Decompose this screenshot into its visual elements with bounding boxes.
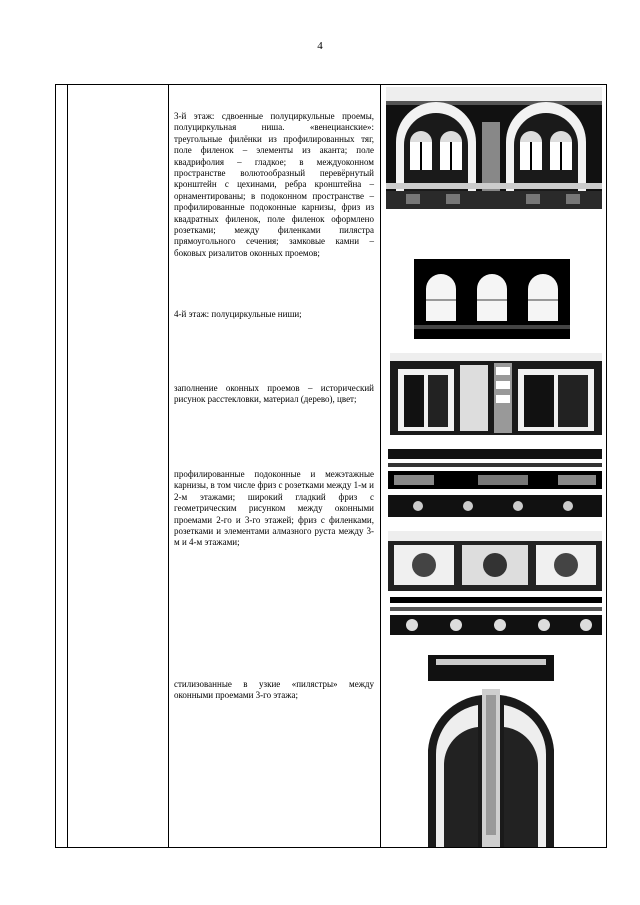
column-divider [380,85,381,847]
element-table [55,84,607,848]
paragraph-fourth-floor: 4-й этаж: полуциркульные ниши; [174,309,302,319]
column-divider [67,85,68,847]
photo-cornice-rosettes [388,531,602,591]
paragraph-pilasters: стилизованные в узкие «пилястры» между оконными проемами 3-го этажа; [174,679,374,701]
photo-third-floor-windows [386,87,602,209]
paragraph-window-filling: заполнение оконных проемов – исторический рисунок расстекловки, материал (дерево), цвет; [174,383,374,405]
photo-cornice-upper [388,445,602,523]
paragraph-cornices: профилированные подоконные и межэтажные карнизы, в том числе фриз с розетками между 1-м и 2-м этажами; широкий гладкий фриз с геометрическим рисунком между оконными проемами 2-го и 3-го этажей; фриз с филенками, розетками и элементами алмазного руста между 3-м и 4-м этажами; [174,469,374,548]
column-divider [168,85,169,847]
photo-window-filling [390,353,602,435]
photo-fourth-floor-niches [414,259,570,339]
page-number: 4 [317,40,323,52]
photo-pilasters [428,655,554,847]
paragraph-third-floor: 3-й этаж: сдвоенные полуциркульные проемы, полуциркульная ниша. «венецианские»: треугольные филёнки из профилированных тяг, поле филенок – элементы из аканта; поле квадрифолия – гладкое; в междуоконном пространстве волютообразный перевёрнутый кронштейн с цехинами, ребра кронштейна – орнаментированы; в подоконном пространстве – профилированные подоконные карнизы, фриз из квадратных филенок, поле филенок оформлено розетками; между филенками пилястра прямоугольного сечения; замковые камни – боковых ризалитов оконных проемов; [174,111,374,258]
photo-frieze [390,593,602,639]
